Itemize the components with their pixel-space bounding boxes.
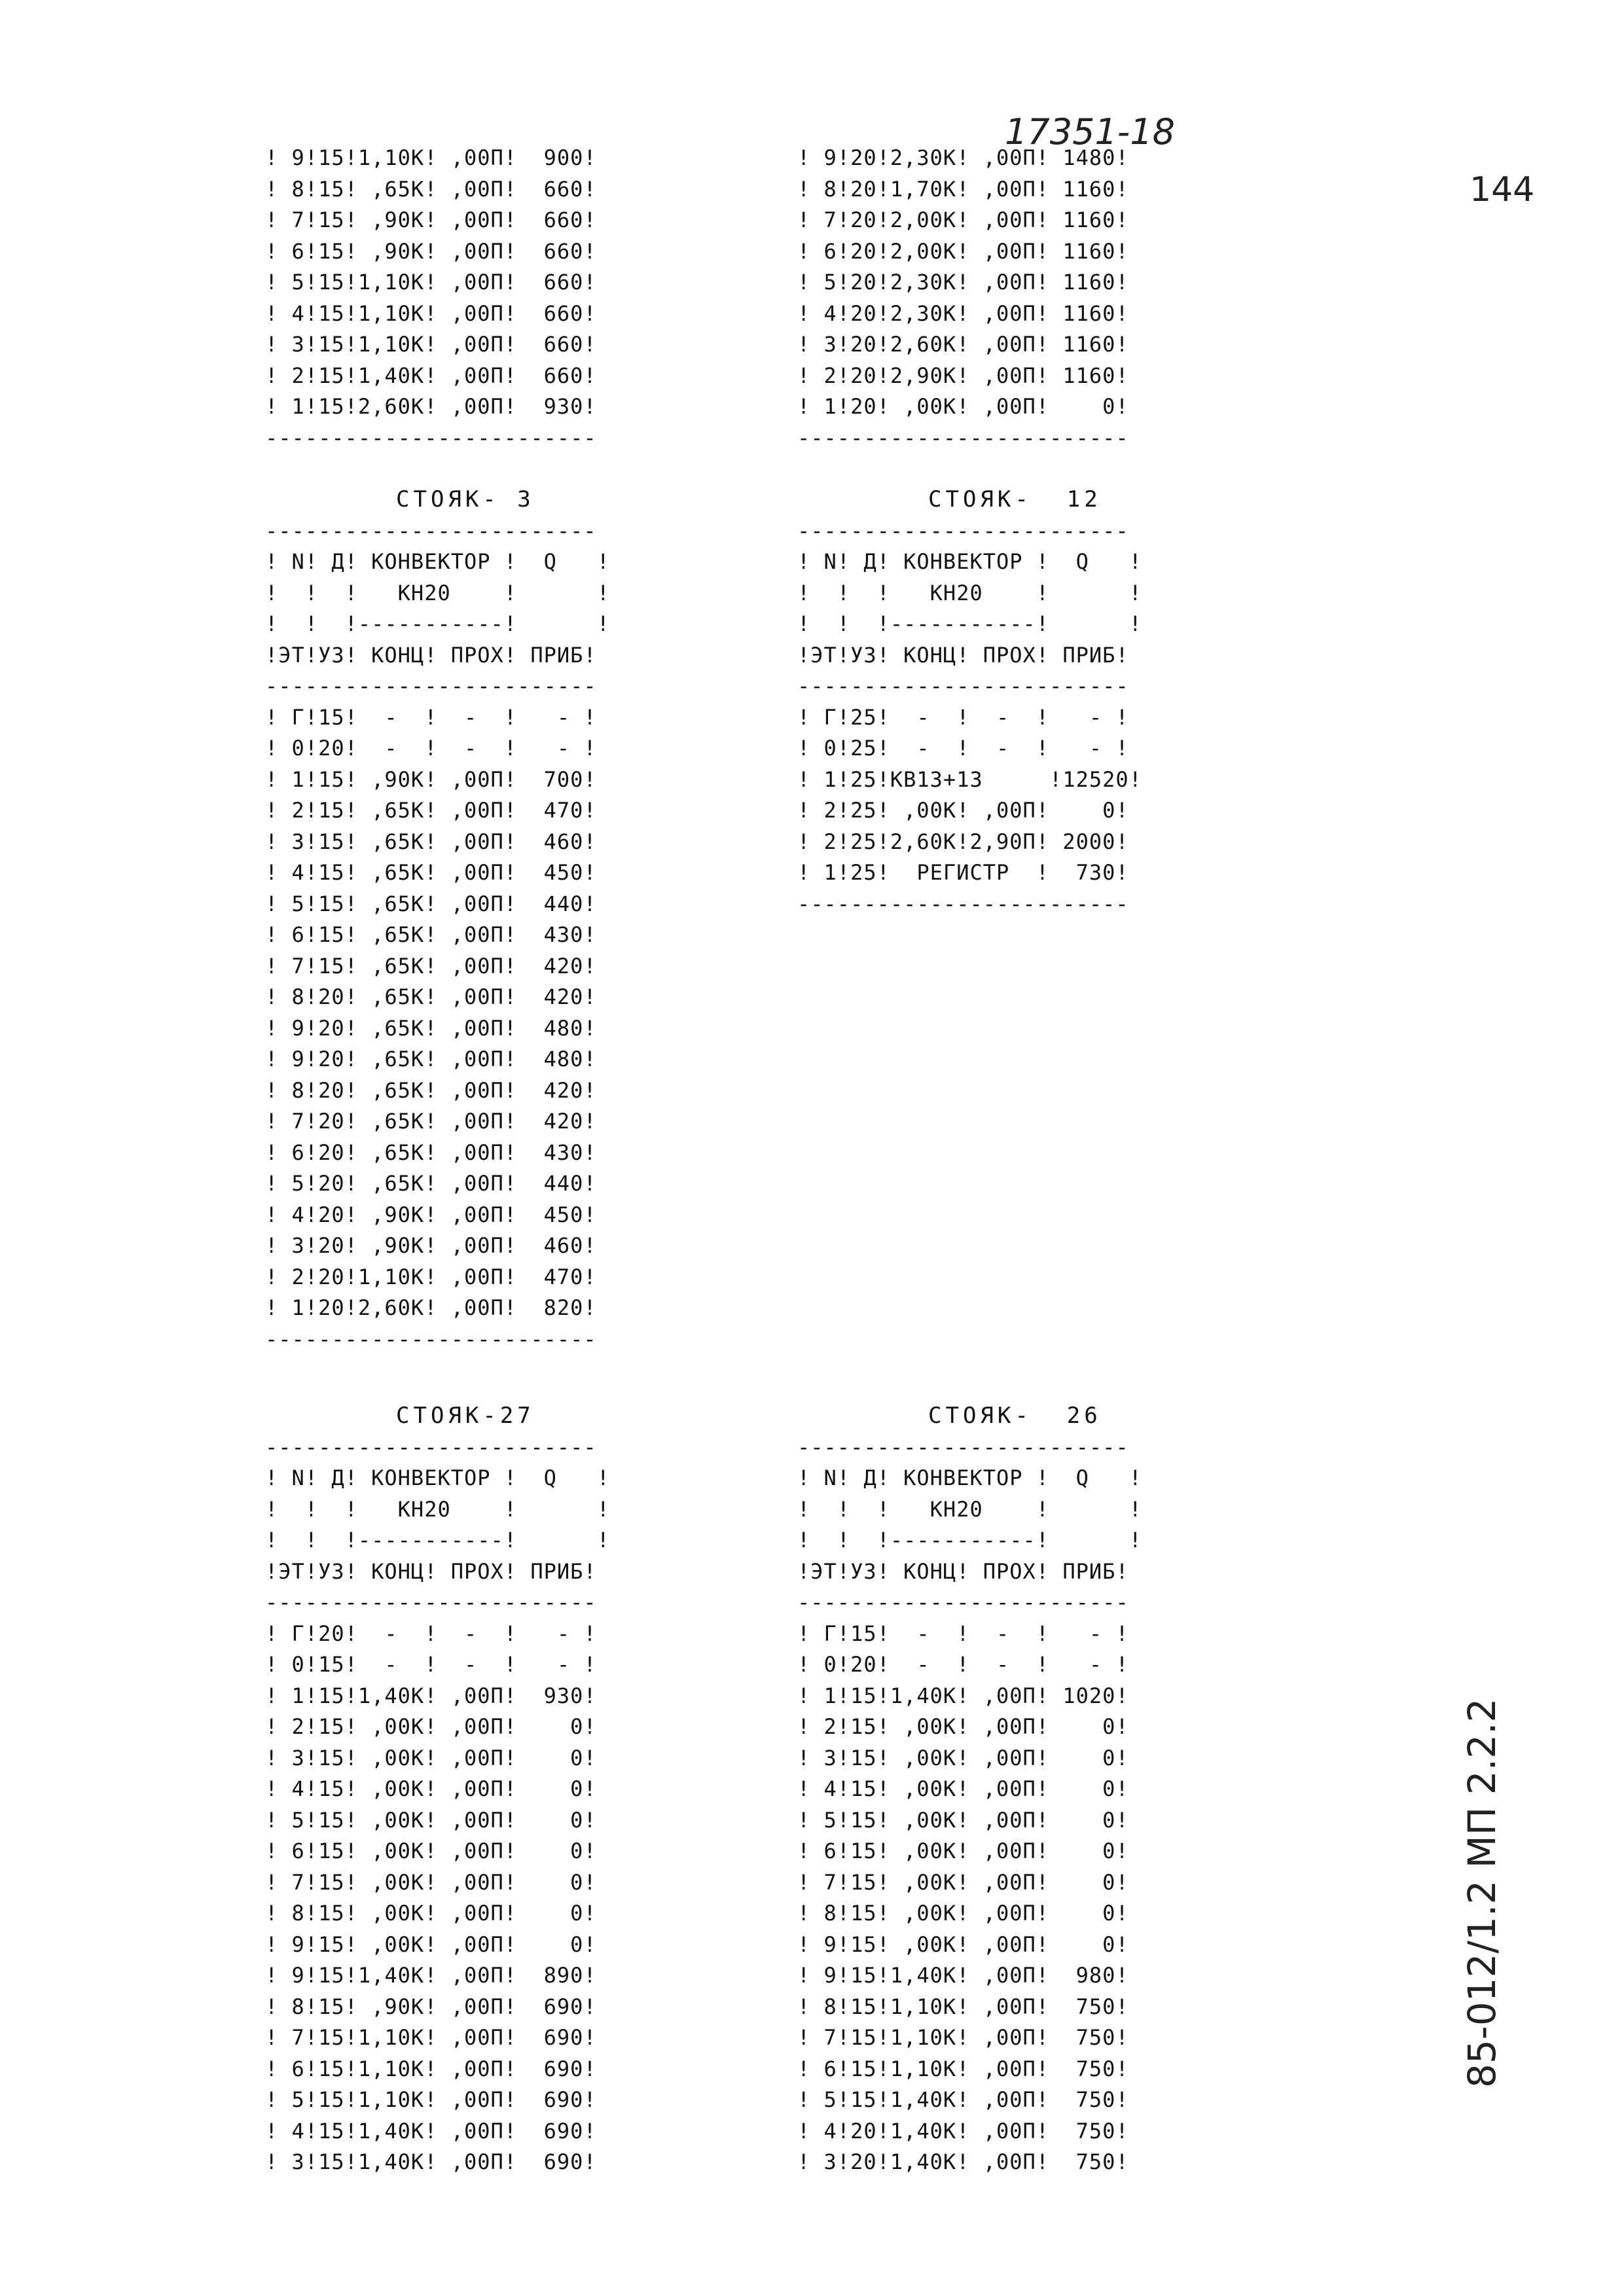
table-row: ! 4!20! ,90K! ,00П! 450! — [265, 1202, 597, 1227]
table-row: ! 8!20!1,70K! ,00П! 1160! — [797, 176, 1129, 202]
table-row: ! 1!15!1,40K! ,00П! 930! — [265, 1683, 597, 1708]
table-row: ! 7!15! ,00K! ,00П! 0! — [797, 1869, 1129, 1895]
header-top-rule: ------------------------- — [797, 518, 1129, 543]
table-row: ! 7!15! ,90K! ,00П! 660! — [265, 207, 597, 232]
header-top-rule: ------------------------- — [265, 1434, 597, 1460]
header-line-4: !ЭТ!УЗ! КОНЦ! ПРОХ! ПРИБ! — [265, 642, 597, 668]
table-row: ! 4!20!1,40K! ,00П! 750! — [797, 2118, 1129, 2144]
header-line-1: ! N! Д! КОНВЕКТОР ! Q ! — [797, 549, 1142, 574]
table-row: ! 4!15!1,40K! ,00П! 690! — [265, 2118, 597, 2144]
table-row: ! 2!15! ,65K! ,00П! 470! — [265, 798, 597, 823]
header-line-1: ! N! Д! КОНВЕКТОР ! Q ! — [265, 549, 610, 574]
table-bottom-rule: ------------------------- — [797, 891, 1129, 916]
table-title: СТОЯК- 12 — [928, 486, 1102, 512]
table-row: ! 4!15! ,00K! ,00П! 0! — [797, 1776, 1129, 1801]
table-row: ! 5!15! ,00K! ,00П! 0! — [265, 1807, 597, 1833]
table-row: ! 0!15! - ! - ! - ! — [265, 1652, 597, 1677]
table-row: ! 4!15!1,10K! ,00П! 660! — [265, 300, 597, 326]
table-row: ! 3!20!1,40K! ,00П! 750! — [797, 2149, 1129, 2174]
table-row: ! 7!20!2,00K! ,00П! 1160! — [797, 207, 1129, 232]
table-row: ! 9!20! ,65K! ,00П! 480! — [265, 1015, 597, 1041]
table-row: ! 7!15! ,65K! ,00П! 420! — [265, 953, 597, 978]
table-row: ! 9!20!2,30K! ,00П! 1480! — [797, 145, 1129, 170]
table-row: ! 4!15! ,65K! ,00П! 450! — [265, 860, 597, 885]
page-number: 144 — [1470, 170, 1535, 209]
table-row: ! 5!15! ,65K! ,00П! 440! — [265, 891, 597, 916]
table-title: СТОЯК-27 — [396, 1403, 535, 1429]
header-line-2: ! ! ! КН20 ! ! — [265, 1496, 610, 1522]
table-row: ! 5!15!1,40K! ,00П! 750! — [797, 2087, 1129, 2112]
table-row: ! 8!20! ,65K! ,00П! 420! — [265, 984, 597, 1009]
table-row: ! 3!15!1,10K! ,00П! 660! — [265, 332, 597, 357]
table-row: ! 6!15! ,00K! ,00П! 0! — [265, 1839, 597, 1863]
table-row: ! Г!25! - ! - ! - ! — [797, 704, 1129, 730]
riser-3-table — [265, 484, 610, 1355]
table-row: ! 1!25! РЕГИСТР ! 730! — [797, 860, 1129, 885]
table-row: ! 2!15! ,00K! ,00П! 0! — [265, 1714, 597, 1739]
header-line-3: ! ! !-----------! ! — [797, 1528, 1142, 1552]
table-row: ! 5!15!1,10K! ,00П! 690! — [265, 2087, 597, 2112]
header-line-2: ! ! ! КН20 ! ! — [797, 1496, 1142, 1522]
header-line-2: ! ! ! КН20 ! ! — [265, 580, 610, 605]
table-row: ! Г!20! - ! - ! - ! — [265, 1621, 597, 1646]
table-row: ! 1!15!2,60K! ,00П! 930! — [265, 394, 597, 419]
table-row: ! 1!15! ,90K! ,00П! 700! — [265, 766, 597, 792]
table-row: ! 6!20!2,00K! ,00П! 1160! — [797, 238, 1129, 264]
table-row: ! 7!15! ,00K! ,00П! 0! — [265, 1869, 597, 1895]
table-row: ! 4!20!2,30K! ,00П! 1160! — [797, 300, 1129, 326]
table-row: ! 9!15!1,40K! ,00П! 890! — [265, 1963, 597, 1988]
table-row: ! 6!15!1,10K! ,00П! 750! — [797, 2056, 1129, 2081]
table-bottom-rule: ------------------------- — [265, 425, 597, 450]
table-row: ! 6!15!1,10K! ,00П! 690! — [265, 2056, 597, 2081]
table-row: ! 5!20!2,30K! ,00П! 1160! — [797, 270, 1129, 295]
header-line-4: !ЭТ!УЗ! КОНЦ! ПРОХ! ПРИБ! — [797, 1558, 1129, 1584]
header-line-1: ! N! Д! КОНВЕКТОР ! Q ! — [797, 1465, 1142, 1490]
table-row: ! 1!15!1,40K! ,00П! 1020! — [797, 1683, 1129, 1708]
riser-3-rows — [265, 702, 610, 1324]
table-row: ! 3!15!1,40K! ,00П! 690! — [265, 2149, 597, 2174]
table-row: ! 2!15!1,40K! ,00П! 660! — [265, 363, 597, 388]
table-row: ! 0!20! - ! - ! - ! — [265, 736, 597, 761]
top-right-table — [797, 143, 1129, 454]
header-line-4: !ЭТ!УЗ! КОНЦ! ПРОХ! ПРИБ! — [265, 1558, 597, 1584]
header-bottom-rule: ------------------------- — [797, 673, 1129, 698]
table-row: ! 7!15!1,10K! ,00П! 690! — [265, 2025, 597, 2050]
table-row: ! 2!25! ,00K! ,00П! 0! — [797, 798, 1129, 823]
table-title: СТОЯК- 3 — [396, 486, 535, 512]
table-row: ! 7!15!1,10K! ,00П! 750! — [797, 2025, 1129, 2050]
header-top-rule: ------------------------- — [797, 1434, 1129, 1460]
table-row: ! 0!25! - ! - ! - ! — [797, 736, 1129, 761]
table-row: ! 7!20! ,65K! ,00П! 420! — [265, 1109, 597, 1134]
table-row: ! 5!20! ,65K! ,00П! 440! — [265, 1171, 597, 1196]
table-row: ! 1!20! ,00K! ,00П! 0! — [797, 394, 1129, 419]
table-row: ! 2!15! ,00K! ,00П! 0! — [797, 1714, 1129, 1739]
header-top-rule: ------------------------- — [265, 518, 597, 543]
header-bottom-rule: ------------------------- — [265, 1590, 597, 1615]
document-side-code: 85-012/1.2 МП 2.2.2 — [1460, 1698, 1504, 2088]
table-row: ! 2!20!2,90K! ,00П! 1160! — [797, 363, 1129, 388]
riser-12-rows — [797, 702, 1142, 889]
top-right-rows — [797, 143, 1129, 423]
table-row: ! 3!15! ,65K! ,00П! 460! — [265, 829, 597, 854]
table-row: ! 9!15! ,00K! ,00П! 0! — [797, 1931, 1129, 1957]
table-row: ! 8!15! ,90K! ,00П! 690! — [265, 1994, 597, 2019]
top-left-rows — [265, 143, 597, 423]
table-row: ! 3!20! ,90K! ,00П! 460! — [265, 1233, 597, 1258]
table-row: ! 6!15! ,00K! ,00П! 0! — [797, 1839, 1129, 1863]
table-row: ! 1!25!КВ13+13 !12520! — [797, 766, 1142, 792]
table-row: ! 8!15!1,10K! ,00П! 750! — [797, 1994, 1129, 2019]
table-row: ! 6!15! ,65K! ,00П! 430! — [265, 922, 597, 947]
table-row: ! 2!25!2,60K!2,90П! 2000! — [797, 829, 1129, 854]
table-row: ! 5!15! ,00K! ,00П! 0! — [797, 1807, 1129, 1833]
header-line-3: ! ! !-----------! ! — [265, 611, 610, 636]
table-row: ! 3!15! ,00K! ,00П! 0! — [797, 1745, 1129, 1770]
riser-26-table — [797, 1401, 1142, 2178]
header-bottom-rule: ------------------------- — [797, 1590, 1129, 1615]
riser-26-rows — [797, 1619, 1142, 2178]
header-bottom-rule: ------------------------- — [265, 673, 597, 698]
riser-12-table — [797, 484, 1142, 920]
header-line-1: ! N! Д! КОНВЕКТОР ! Q ! — [265, 1465, 610, 1490]
table-row: ! 8!15! ,00K! ,00П! 0! — [265, 1901, 597, 1926]
top-left-table — [265, 143, 597, 454]
header-line-4: !ЭТ!УЗ! КОНЦ! ПРОХ! ПРИБ! — [797, 642, 1129, 668]
table-row: ! 8!15! ,65K! ,00П! 660! — [265, 176, 597, 202]
riser-27-rows — [265, 1619, 610, 2178]
table-row: ! 9!15! ,00K! ,00П! 0! — [265, 1931, 597, 1957]
handwritten-doc-number: 17351-18 — [1005, 111, 1175, 152]
table-row: ! 4!15! ,00K! ,00П! 0! — [265, 1776, 597, 1801]
table-row: ! 8!15! ,00K! ,00П! 0! — [797, 1901, 1129, 1926]
table-row: ! 8!20! ,65K! ,00П! 420! — [265, 1077, 597, 1103]
header-line-2: ! ! ! КН20 ! ! — [797, 580, 1142, 605]
table-bottom-rule: ------------------------- — [265, 1326, 597, 1352]
table-row: ! 1!20!2,60K! ,00П! 820! — [265, 1295, 597, 1320]
table-row: ! Г!15! - ! - ! - ! — [265, 704, 597, 730]
table-row: ! 3!20!2,60K! ,00П! 1160! — [797, 332, 1129, 357]
table-row: ! 3!15! ,00K! ,00П! 0! — [265, 1745, 597, 1770]
table-row: ! 5!15!1,10K! ,00П! 660! — [265, 270, 597, 295]
table-row: ! 9!15!1,40K! ,00П! 980! — [797, 1963, 1129, 1988]
table-bottom-rule: ------------------------- — [797, 425, 1129, 450]
table-row: ! 2!20!1,10K! ,00П! 470! — [265, 1264, 597, 1289]
table-row: ! Г!15! - ! - ! - ! — [797, 1621, 1129, 1646]
header-line-3: ! ! !-----------! ! — [265, 1528, 610, 1552]
table-title: СТОЯК- 26 — [928, 1403, 1102, 1429]
table-row: ! 0!20! - ! - ! - ! — [797, 1652, 1129, 1677]
table-row: ! 9!20! ,65K! ,00П! 480! — [265, 1047, 597, 1071]
riser-27-table — [265, 1401, 610, 2178]
table-row: ! 6!20! ,65K! ,00П! 430! — [265, 1139, 597, 1165]
table-row: ! 6!15! ,90K! ,00П! 660! — [265, 238, 597, 264]
header-line-3: ! ! !-----------! ! — [797, 611, 1142, 636]
table-row: ! 9!15!1,10K! ,00П! 900! — [265, 145, 597, 170]
